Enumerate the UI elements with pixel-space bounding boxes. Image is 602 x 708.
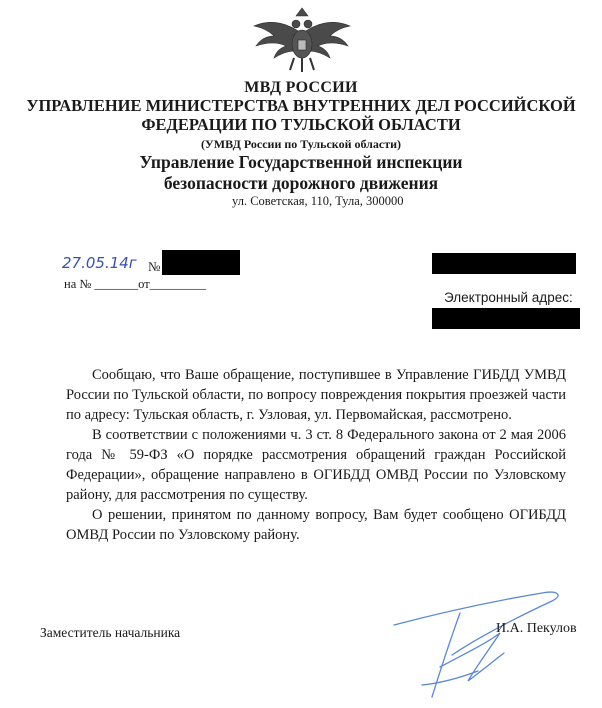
handwritten-date: 27.05.14г [62, 254, 137, 272]
email-label: Электронный адрес: [444, 290, 573, 305]
handwritten-signature [392, 585, 572, 703]
department-title-line1: УПРАВЛЕНИЕ МИНИСТЕРСТВА ВНУТРЕННИХ ДЕЛ РОССИЙСКОЙ [26, 96, 576, 115]
division-title-line1: Управление Государственной инспекции [139, 152, 463, 172]
redacted-email-address [432, 308, 580, 329]
redacted-document-number [162, 250, 240, 275]
reference-line: на № _______от_________ [64, 277, 206, 291]
department-abbreviation: (УМВД России по Тульской области) [200, 137, 402, 151]
body-paragraph-1: Сообщаю, что Ваше обращение, поступившее в Управление ГИБДД УМВД России по Тульской области, по вопросу повреждения покрытия проезжей части по адресу: Тульская область, г. Узловая, ул. Первомайская, рассмотрено. [66, 367, 566, 423]
redacted-recipient-name [432, 253, 576, 274]
letter-body [66, 365, 566, 545]
department-title-line2: ФЕДЕРАЦИИ ПО ТУЛЬСКОЙ ОБЛАСТИ [141, 115, 461, 134]
number-label: № [148, 259, 161, 274]
signatory-position: Заместитель начальника [40, 625, 181, 640]
division-title-line2: безопасности дорожного движения [163, 173, 439, 193]
body-paragraph-3: О решении, принятом по данному вопросу, Вам будет сообщено ОГИБДД ОМВД России по Узловскому району. [66, 507, 566, 543]
signatory-name: И.А. Пекулов [496, 621, 577, 636]
ministry-title: МВД РОССИИ [244, 79, 358, 96]
double-headed-eagle-emblem [250, 4, 354, 74]
office-address: ул. Советская, 110, Тула, 300000 [232, 194, 404, 208]
body-paragraph-2: В соответствии с положениями ч. 3 ст. 8 Федерального закона от 2 мая 2006 года № 59-ФЗ «О порядке рассмотрения обращений граждан Российской Федерации», обращение направлено в ОГИБДД ОМВД России по Узловскому району, для рассмотрения по существу. [66, 427, 566, 503]
